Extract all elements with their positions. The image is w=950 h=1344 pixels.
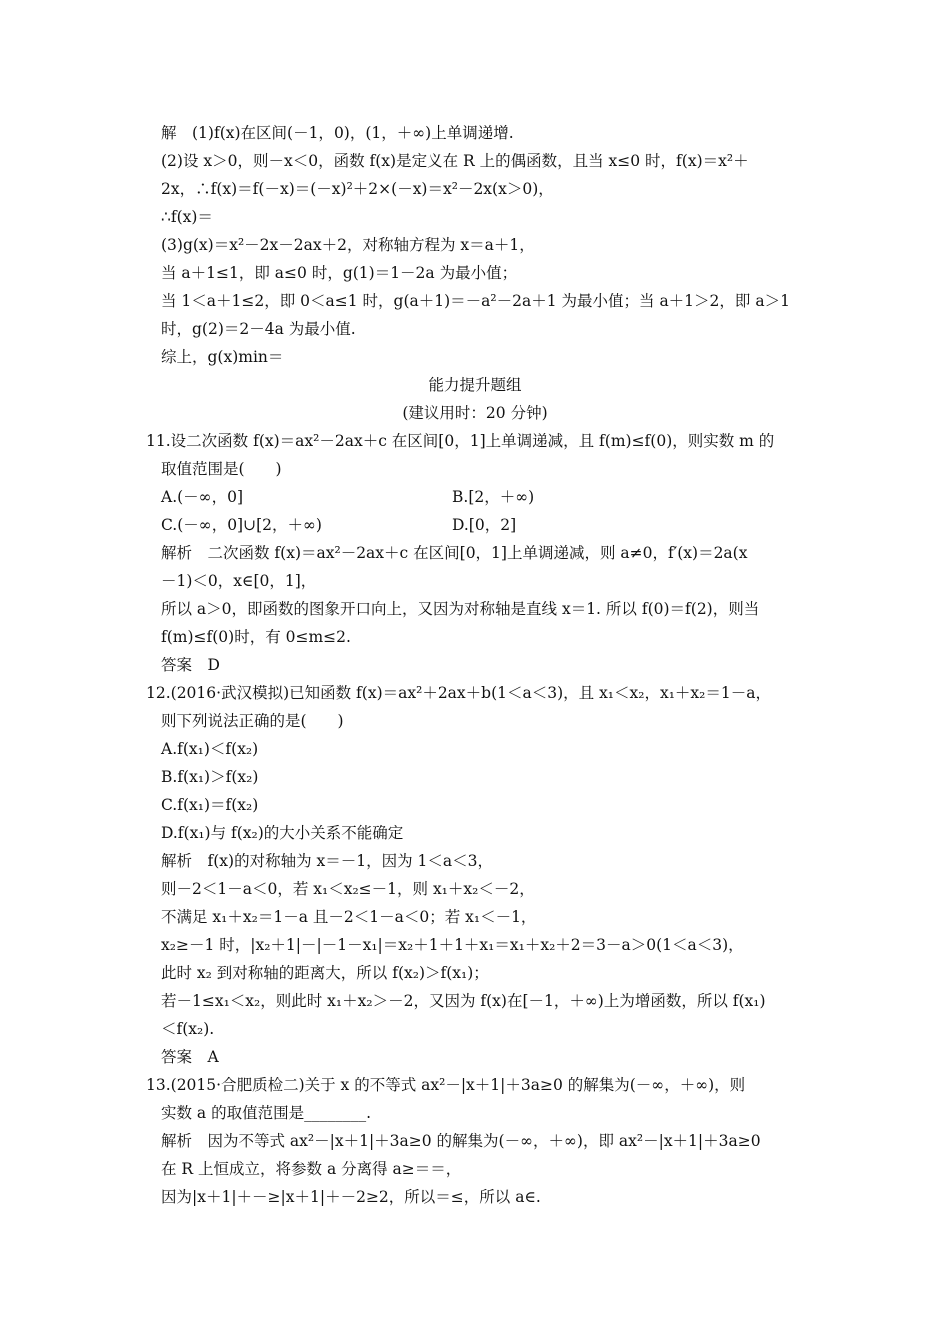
question-11-option-b: B.[2，＋∞) (452, 488, 535, 506)
solution-part-2-line-3: ∴f(x)＝ (161, 208, 213, 226)
question-12-analysis-7: ＜f(x₂). (161, 1020, 215, 1038)
question-11-option-d: D.[0，2] (452, 516, 517, 534)
question-13-stem-1: 13.(2015·合肥质检二)关于 x 的不等式 ax²－|x＋1|＋3a≥0 的解集为(－∞，＋∞)，则 (146, 1076, 746, 1094)
solution-part-2-line-2: 2x，∴f(x)＝f(－x)＝(－x)²＋2×(－x)＝x²－2x(x＞0)， (161, 180, 554, 198)
question-12-option-c: C.f(x₁)＝f(x₂) (161, 796, 259, 814)
question-12-analysis-3: 不满足 x₁＋x₂＝1－a 且－2＜1－a＜0；若 x₁＜－1， (161, 908, 537, 926)
question-11-analysis-1: 解析 二次函数 f(x)＝ax²－2ax＋c 在区间[0，1]上单调递减，则 a≠0，f′(x)＝2a(x (161, 544, 748, 562)
solution-summary: 综上，g(x)min＝ (161, 348, 284, 366)
solution-part-3-line-1: (3)g(x)＝x²－2x－2ax＋2，对称轴方程为 x＝a＋1， (161, 236, 535, 254)
question-12-stem-1: 12.(2016·武汉模拟)已知函数 f(x)＝ax²＋2ax＋b(1＜a＜3)，且 x₁＜x₂，x₁＋x₂＝1－a， (146, 684, 771, 702)
question-11-stem-1: 11.设二次函数 f(x)＝ax²－2ax＋c 在区间[0，1]上单调递减，且 f(m)≤f(0)，则实数 m 的 (146, 432, 775, 450)
solution-part-3-line-3: 当 1＜a＋1≤2，即 0＜a≤1 时，g(a＋1)＝－a²－2a＋1 为最小值；当 a＋1＞2，即 a＞1 (161, 292, 790, 310)
question-12-option-b: B.f(x₁)＞f(x₂) (161, 768, 259, 786)
question-12-analysis-6: 若－1≤x₁＜x₂，则此时 x₁＋x₂＞－2，又因为 f(x)在[－1，＋∞)上为增函数，所以 f(x₁) (161, 992, 766, 1010)
question-13-analysis-2: 在 R 上恒成立，将参数 a 分离得 a≥＝＝， (161, 1160, 462, 1178)
question-12-answer: 答案 A (161, 1048, 219, 1066)
question-12-analysis-2: 则－2＜1－a＜0，若 x₁＜x₂≤－1，则 x₁＋x₂＜－2， (161, 880, 535, 898)
question-11-analysis-3: 所以 a＞0，即函数的图象开口向上，又因为对称轴是直线 x＝1. 所以 f(0)＝f(2)，则当 (161, 600, 760, 618)
question-11-analysis-4: f(m)≤f(0)时，有 0≤m≤2. (161, 628, 351, 646)
question-11-answer: 答案 D (161, 656, 220, 674)
question-12-option-d: D.f(x₁)与 f(x₂)的大小关系不能确定 (161, 824, 404, 842)
question-12-stem-2: 则下列说法正确的是( ) (161, 712, 344, 730)
question-13-stem-2: 实数 a 的取值范围是________. (161, 1104, 372, 1122)
solution-part-3-line-4: 时，g(2)＝2－4a 为最小值. (161, 320, 356, 338)
question-12-analysis-4: x₂≥－1 时，|x₂＋1|－|－1－x₁|＝x₂＋1＋1＋x₁＝x₁＋x₂＋2＝3－a＞0(1＜a＜3)， (161, 936, 744, 954)
question-11-option-c: C.(－∞，0]∪[2，＋∞) (161, 516, 322, 534)
question-11-analysis-2: －1)＜0，x∈[0，1]， (161, 572, 317, 590)
solution-part-1: 解 (1)f(x)在区间(－1，0)，(1，＋∞)上单调递增. (161, 124, 514, 142)
question-11-stem-2: 取值范围是( ) (161, 460, 282, 478)
question-11-option-a: A.(－∞，0] (161, 488, 243, 506)
question-12-option-a: A.f(x₁)＜f(x₂) (161, 740, 259, 758)
question-12-analysis-5: 此时 x₂ 到对称轴的距离大，所以 f(x₂)＞f(x₁)； (161, 964, 489, 982)
solution-part-2-line-1: (2)设 x＞0，则－x＜0，函数 f(x)是定义在 R 上的偶函数，且当 x≤0 时，f(x)＝x²＋ (161, 152, 749, 170)
solution-part-3-line-2: 当 a＋1≤1，即 a≤0 时，g(1)＝1－2a 为最小值； (161, 264, 518, 282)
question-12-analysis-1: 解析 f(x)的对称轴为 x＝－1，因为 1＜a＜3， (161, 852, 493, 870)
section-title: 能力提升题组 (428, 376, 522, 394)
section-subtitle: (建议用时：20 分钟) (402, 404, 548, 422)
question-13-analysis-3: 因为|x＋1|＋－≥|x＋1|＋－2≥2，所以＝≤，所以 a∈. (161, 1188, 541, 1206)
question-13-analysis-1: 解析 因为不等式 ax²－|x＋1|＋3a≥0 的解集为(－∞，＋∞)，即 ax²－|x＋1|＋3a≥0 (161, 1132, 761, 1150)
